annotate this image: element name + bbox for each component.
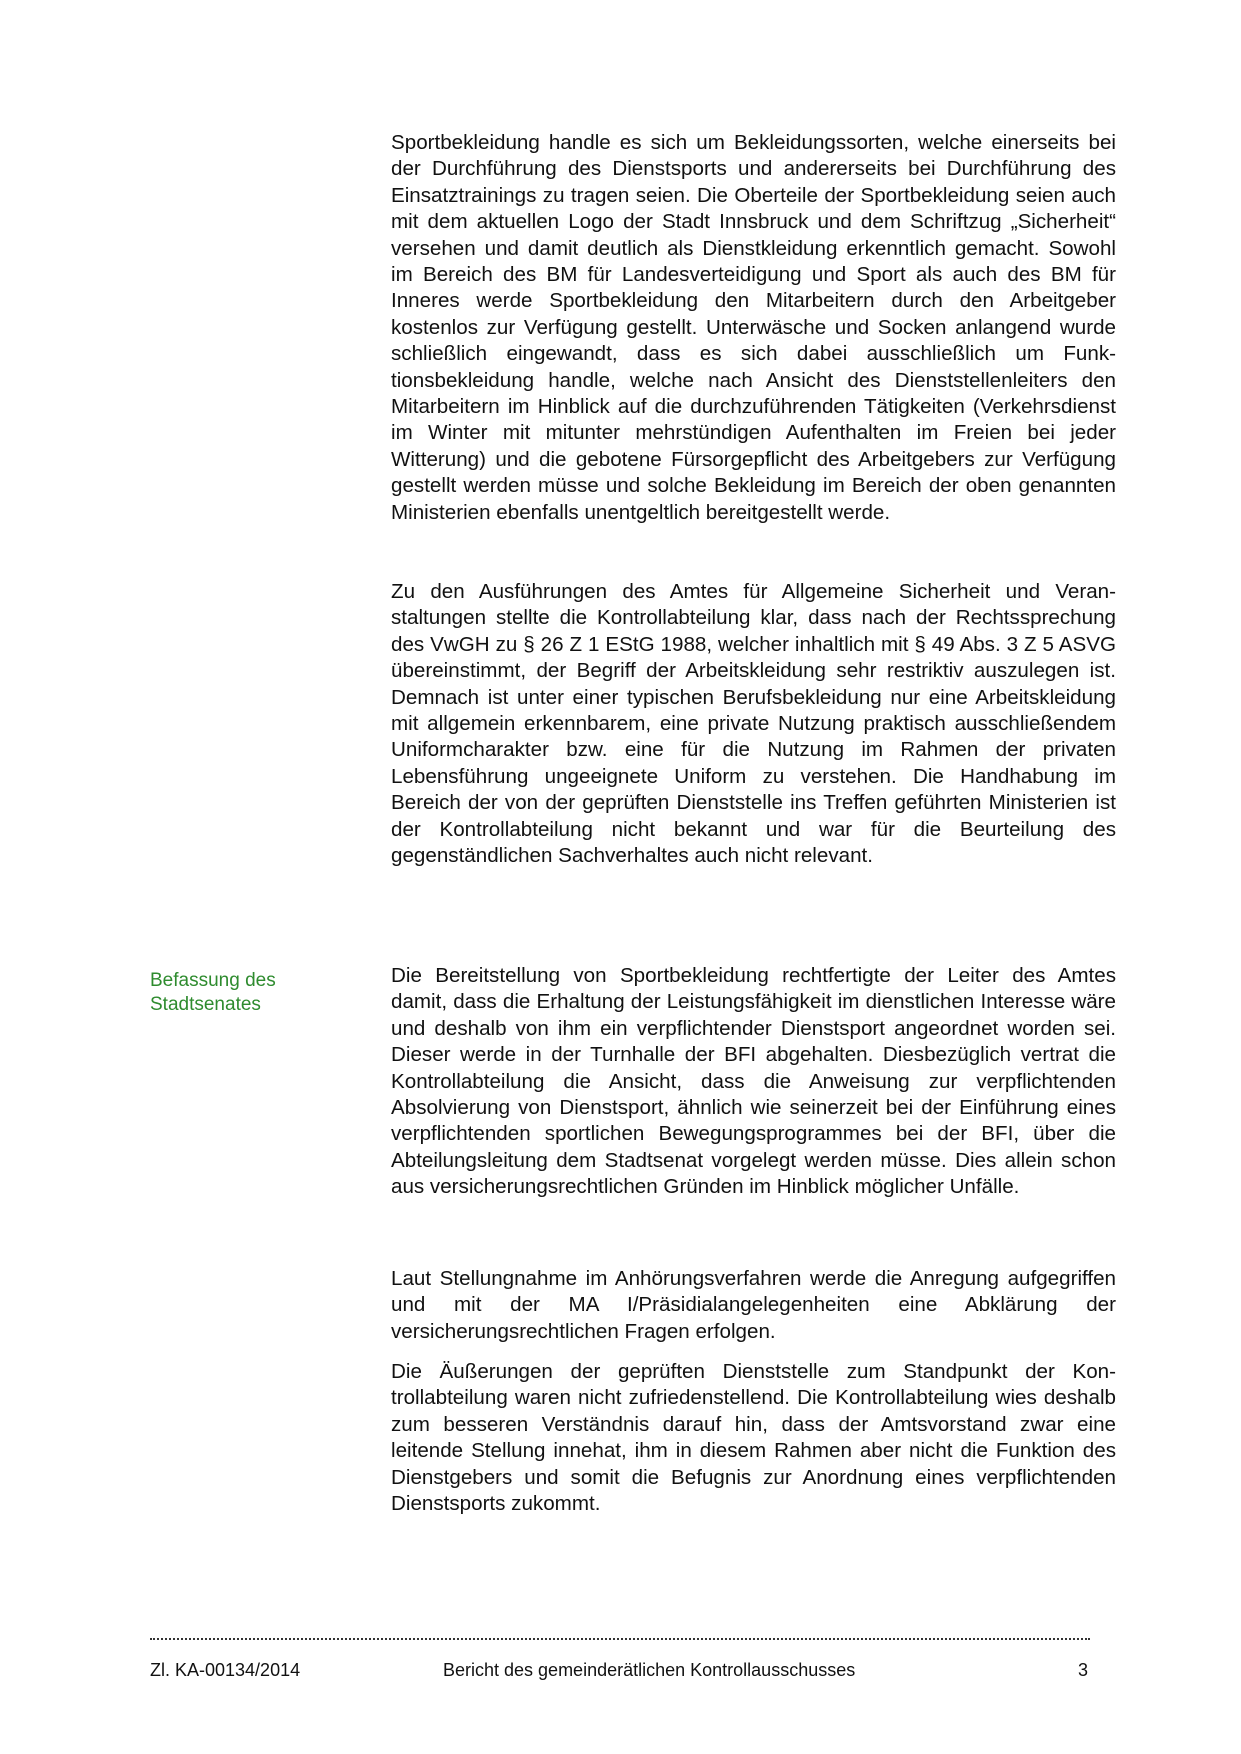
body-paragraph-2: [391, 579, 1116, 869]
paragraph-text: Zu den Ausführungen des Amtes für Allgemeine Sicherheit und Veranstaltungen stellte die Kontrollabteilung klar, dass nach der Rechtssprechung des VwGH zu § 26 Z 1 EStG 1988, welcher inhaltlich mit § 49 Abs. 3 Z 5 ASVG übereinstimmt, der Begriff der Arbeitskleidung sehr restriktiv auszulegen ist. Demnach ist unter einer typischen Berufsbekleidung nur eine Arbeitskleidung mit allgemein erkennbarem, eine private Nutzung praktisch ausschließendem Uniformcharakter bzw. eine für die Nutzung im Rahmen der privaten Lebensführung ungeeignete Uniform zu verstehen. Die Handhabung im Bereich der von der geprüften Dienststelle ins Treffen geführten Ministerien ist der Kontrollabteilung nicht bekannt und war für die Beurteilung des gegenständlichen Sachverhaltes auch nicht relevant.: [391, 580, 1116, 868]
paragraph-text: Die Äußerungen der geprüften Dienststelle zum Standpunkt der Kontrollabteilung waren nicht zufriedenstellend. Die Kontrollabteilung wies deshalb zum besseren Verständnis darauf hin, dass der Amtsvorstand zwar eine leitende Stellung innehat, ihm in diesem Rahmen aber nicht die Funktion des Dienstgebers und somit die Befugnis zur Anordnung eines verpflichtenden Dienstsports zukommt.: [391, 1360, 1116, 1516]
margin-note: [150, 969, 350, 1017]
paragraph-text: Die Bereitstellung von Sportbekleidung rechtfertigte der Leiter des Amtes damit, dass die Erhaltung der Leistungsfähigkeit im dienstlichen Interesse wäre und deshalb von ihm ein verpflichtender Dienstsport angeordnet worden sei. Dieser werde in der Turnhalle der BFI abgehalten. Diesbezüglich vertrat die Kontrollabteilung die Ansicht, dass die Anweisung zur verpflichtenden Absolvierung von Dienstsport, ähnlich wie seinerzeit bei der Einführung eines verpflichtenden sportlichen Bewegungsprogrammes bei der BFI, über die Abteilungsleitung dem Stadtsenat vorgelegt werden müsse. Dies allein schon aus versicherungsrechtlichen Gründen im Hinblick möglicher Unfälle.: [391, 964, 1116, 1199]
page-number: 3: [1078, 1660, 1089, 1680]
footer-reference: Zl. KA-00134/2014: [150, 1660, 301, 1680]
body-paragraph-5: [391, 1359, 1116, 1517]
footer-title: Bericht des gemeinderätlichen Kontrollausschusses: [443, 1660, 856, 1680]
body-paragraph-4: [391, 1266, 1116, 1345]
body-paragraph-1: [391, 130, 1116, 526]
paragraph-text: Sportbekleidung handle es sich um Bekleidungssorten, welche einerseits bei der Durchführung des Dienstsports und andererseits bei Durchführung des Einsatztrainings zu tragen seien. Die Oberteile der Sportbekleidung seien auch mit dem aktuellen Logo der Stadt Innsbruck und dem Schriftzug „Sicherheit“ versehen und damit deutlich als Dienstkleidung erkenntlich gemacht. Sowohl im Bereich des BM für Landesverteidigung und Sport als auch des BM für Inneres werde Sportbekleidung den Mitarbeitern durch den Arbeitgeber kostenlos zur Verfügung gestellt. Unterwäsche und Socken anlangend wurde schließlich eingewandt, dass es sich dabei ausschließlich um Funktionsbekleidung handle, welche nach Ansicht des Dienststellenleiters den Mitarbeitern im Hinblick auf die durchzuführenden Tätigkeiten (Verkehrsdienst im Winter mit mitunter mehrstündigen Aufenthalten im Freien bei jeder Witterung) und die gebotene Fürsorgepflicht des Arbeitgebers zur Verfügung gestellt werden müsse und solche Bekleidung im Bereich der oben genannten Ministerien ebenfalls unentgeltlich bereitgestellt werde.: [391, 131, 1116, 524]
margin-note-line-1: Befassung des: [150, 970, 276, 991]
body-paragraph-3: [391, 963, 1116, 1201]
footer-divider: [150, 1634, 1090, 1644]
paragraph-text: Laut Stellungnahme im Anhörungsverfahren werde die Anregung aufgegriffen und mit der MA I/Präsidialangelegenheiten eine Abklärung der versicherungsrechtlichen Fragen erfolgen.: [391, 1267, 1116, 1343]
margin-note-line-2: Stadtsenates: [150, 994, 261, 1015]
